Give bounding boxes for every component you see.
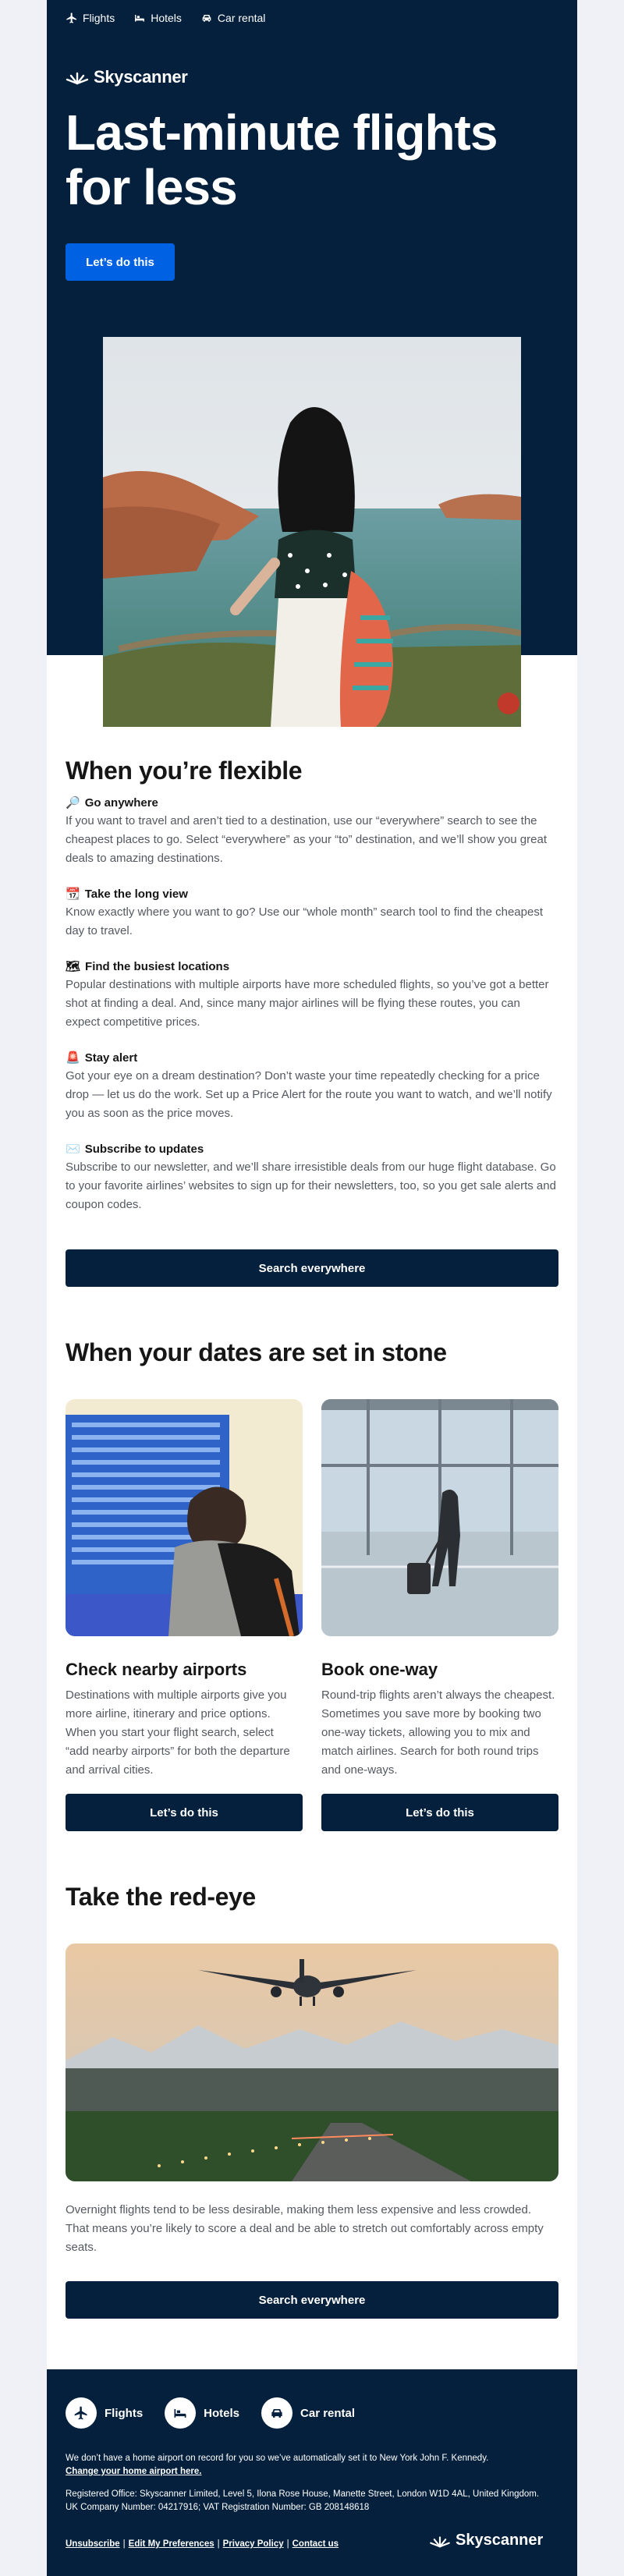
contact-us-link[interactable]: Contact us bbox=[292, 2539, 339, 2549]
home-airport-notice bbox=[66, 2452, 549, 2479]
hero-photo-woman-at-bay bbox=[103, 337, 521, 727]
flexible-section-title: When you’re flexible bbox=[66, 757, 303, 785]
footer-hotels-label: Hotels bbox=[204, 2406, 240, 2420]
nav-hotels-label: Hotels bbox=[151, 12, 182, 24]
redeye-body: Overnight flights tend to be less desirable, making them less expensive and less crowded. That means you’re likely to score a deal and be able to stretch out comfortably across empty seats. bbox=[66, 2203, 544, 2254]
map-icon: 🗺 bbox=[66, 959, 81, 973]
tip-title: Take the long view bbox=[84, 887, 188, 901]
siren-icon: 🚨 bbox=[66, 1051, 80, 1065]
car-icon bbox=[269, 2405, 285, 2421]
calendar-icon: 📆 bbox=[66, 887, 80, 901]
footer-hotels-link[interactable] bbox=[165, 2397, 239, 2429]
footer-logo-wordmark: Skyscanner bbox=[456, 2532, 544, 2549]
redeye-plane-landing-photo bbox=[66, 1944, 558, 2181]
footer-car-rental-link[interactable] bbox=[261, 2397, 355, 2429]
one-way-title: Book one-way bbox=[321, 1660, 438, 1679]
one-way-cta-button[interactable]: Let’s do this bbox=[321, 1794, 558, 1831]
tip-subscribe bbox=[66, 1142, 557, 1214]
tip-title: Find the busiest locations bbox=[85, 959, 230, 973]
nav-hotels-link[interactable] bbox=[133, 12, 182, 24]
footer-skyscanner-logo[interactable] bbox=[429, 2532, 543, 2549]
separator: | bbox=[286, 2539, 289, 2549]
nav-flights-label: Flights bbox=[83, 12, 115, 24]
redeye-search-everywhere-button[interactable]: Search everywhere bbox=[66, 2281, 558, 2319]
tip-stay-alert bbox=[66, 1051, 557, 1123]
nav-flights-link[interactable] bbox=[66, 12, 115, 24]
plane-icon bbox=[73, 2405, 89, 2421]
skyscanner-sunrise-icon bbox=[66, 69, 89, 85]
footer-car-rental-label: Car rental bbox=[300, 2406, 356, 2420]
home-airport-text: We don’t have a home airport on record for you so we’ve automatically set it to New York John F. Kennedy. bbox=[66, 2454, 489, 2463]
tip-busiest-locations bbox=[66, 959, 557, 1032]
tip-long-view bbox=[66, 887, 557, 941]
privacy-policy-link[interactable]: Privacy Policy bbox=[222, 2539, 284, 2549]
top-nav bbox=[66, 12, 265, 24]
nearby-airports-photo bbox=[66, 1399, 303, 1636]
separator: | bbox=[122, 2539, 126, 2549]
unsubscribe-link[interactable]: Unsubscribe bbox=[66, 2539, 120, 2549]
tip-title: Subscribe to updates bbox=[84, 1142, 204, 1156]
footer-flights-link[interactable] bbox=[66, 2397, 143, 2429]
separator: | bbox=[217, 2539, 220, 2549]
hero-cta-button[interactable]: Let’s do this bbox=[66, 243, 175, 281]
hero-title: Last-minute flights for less bbox=[66, 105, 498, 215]
flexible-search-everywhere-button[interactable]: Search everywhere bbox=[66, 1249, 558, 1287]
skyscanner-logo[interactable] bbox=[66, 67, 188, 87]
tip-title: Stay alert bbox=[84, 1051, 138, 1065]
bed-icon bbox=[172, 2405, 188, 2421]
nearby-airports-body: Destinations with multiple airports give you more airline, itinerary and price options. When you start your flight search, select “add nearby airports” for both the departure and arrival cities. bbox=[66, 1688, 290, 1777]
redeye-section-title: Take the red-eye bbox=[66, 1883, 256, 1911]
envelope-icon: ✉️ bbox=[66, 1142, 80, 1156]
flexible-tips-list bbox=[66, 795, 557, 1233]
footer-nav bbox=[66, 2397, 355, 2429]
tip-body: Subscribe to our newsletter, and we’ll share irresistible deals from our huge flight database. Go to your favorite airlines’ websites to sign up for their newsletters, too, so you get sale alerts and coupon codes. bbox=[66, 1160, 556, 1211]
nav-car-rental-link[interactable] bbox=[200, 12, 265, 24]
footer-flights-label: Flights bbox=[105, 2406, 144, 2420]
tip-go-anywhere bbox=[66, 795, 557, 868]
nearby-airports-title: Check nearby airports bbox=[66, 1660, 247, 1679]
plane-icon bbox=[66, 12, 78, 24]
tip-body: Popular destinations with multiple airports have more scheduled flights, so you’ve got a better shot at finding a deal. And, since many major airlines will be flying these routes, you can expect competitive prices. bbox=[66, 978, 549, 1029]
edit-preferences-link[interactable]: Edit My Preferences bbox=[128, 2539, 214, 2549]
stone-section-title: When your dates are set in stone bbox=[66, 1338, 447, 1366]
tip-body: If you want to travel and aren’t tied to a destination, use our “everywhere” search to see the cheapest places to go. Select “everywhere” as your “to” destination, and we’ll show you great deals to amazing destinations. bbox=[66, 814, 547, 865]
magnifier-icon: 🔎 bbox=[66, 795, 80, 810]
tip-title: Go anywhere bbox=[84, 795, 158, 810]
tip-body: Know exactly where you want to go? Use our “whole month” search tool to find the cheapest day to travel. bbox=[66, 905, 544, 937]
nearby-airports-cta-button[interactable]: Let’s do this bbox=[66, 1794, 303, 1831]
one-way-photo bbox=[321, 1399, 558, 1636]
footer-legal-links bbox=[66, 2539, 339, 2549]
one-way-body: Round-trip flights aren’t always the cheapest. Sometimes you save more by booking two one-way tickets, allowing you to mix and match airlines. Search for both round trips and one-ways. bbox=[321, 1688, 555, 1777]
nav-car-rental-label: Car rental bbox=[217, 12, 266, 24]
logo-wordmark: Skyscanner bbox=[94, 67, 188, 87]
skyscanner-sunrise-icon bbox=[429, 2534, 451, 2548]
tip-body: Got your eye on a dream destination? Don’t waste your time repeatedly checking for a price drop — let us do the work. Set up a Price Alert for the route you want to watch, and we’ll notify you as soon as the price moves. bbox=[66, 1069, 552, 1120]
registered-office-text: Registered Office: Skyscanner Limited, Level 5, Ilona Rose House, Manette Street, London W1D 4AL, United Kingdom. UK Company Number: 04217916; VAT Registration Number: GB 208148618 bbox=[66, 2489, 540, 2512]
car-icon bbox=[200, 12, 213, 24]
email-container bbox=[47, 0, 577, 2576]
change-home-airport-link[interactable]: Change your home airport here. bbox=[66, 2467, 202, 2476]
footer bbox=[47, 2369, 577, 2576]
bed-icon bbox=[133, 12, 146, 24]
